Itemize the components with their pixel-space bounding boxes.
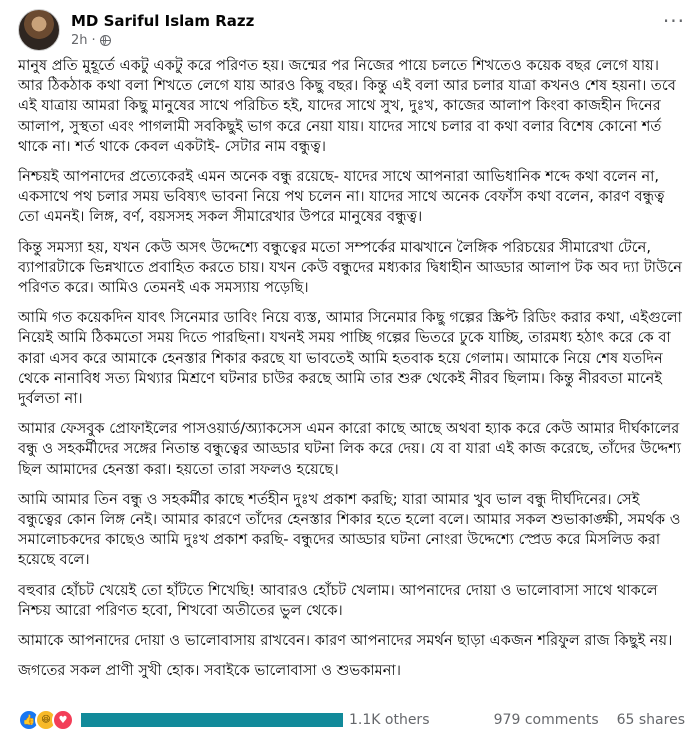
redaction-bar: [81, 713, 343, 727]
like-reaction-icon[interactable]: 👍: [18, 709, 40, 731]
post-paragraph: জগতের সকল প্রাণী সুখী হোক। সবাইকে ভালোবাসা ও শুভকামনা।: [18, 662, 401, 680]
author-avatar[interactable]: [18, 9, 60, 51]
post-time[interactable]: 2h: [71, 33, 88, 48]
haha-reaction-icon[interactable]: 😆: [35, 709, 57, 731]
shares-count[interactable]: 65 shares: [616, 712, 685, 728]
reaction-count[interactable]: 1.1K others: [349, 712, 430, 728]
post-paragraph: কিন্তু সমস্যা হয়, যখন কেউ অসৎ উদ্দেশ্যে বন্ধুত্বের মতো সম্পর্কের মাঝখানে লৈঙ্গিক পরিচয়ের সীমারেখা টেনে, ব্যাপারটাকে ভিন্নখাতে প্রবাহিত করতে চায়। যখন কেউ বন্ধুদের মধ্যকার দ্বিধাহীন আড্ডার আলাপ টক অব দ্যা টাউনে পরিণত করে। আমিও তেমনই এক সমস্যায় পড়েছি।: [18, 238, 682, 297]
comments-count[interactable]: 979 comments: [493, 712, 599, 728]
post-paragraph: আমাকে আপনাদের দোয়া ও ভালোবাসায় রাখবেন। কারণ আপনাদের সমর্থন ছাড়া একজন শরিফুল রাজ কিছুই নয়।: [18, 632, 673, 650]
post-body: [18, 56, 683, 691]
post-paragraph: নিশ্চয়ই আপনাদের প্রত্যেকেরই এমন অনেক বন্ধু রয়েছে- যাদের সাথে আপনারা আভিধানিক শব্দে কথা বলেন না, একসাথে পথ চলার সময় ভবিষ্যৎ ভাবনা নিয়ে পথ চলেন না। যাদের সাথে অনেক বেফাঁস কথা বলেন, কারণ বন্ধুত্ব তো এমনই। লিঙ্গ, বর্ণ, বয়সসহ সকল সীমারেখার উপরে মানুষের বন্ধুত্ব।: [18, 168, 665, 226]
post-meta: [71, 33, 111, 48]
post-paragraph: আমি আমার তিন বন্ধু ও সহকর্মীর কাছে শর্তহীন দুঃখ প্রকাশ করছি; যারা আমার খুব ভাল বন্ধু দীর্ঘদিনের। সেই বন্ধুত্বের কোন লিঙ্গ নেই। আমার কারণে তাঁদের হেনস্তার শিকার হতে হলো বলে। আমার সকল শুভাকাঙ্ক্ষী, সমর্থক ও সমালোচকদের কাছেও আমি দুঃখ প্রকাশ করছি- বন্ধুদের আড্ডার ঘটনা নোংরা উদ্দেশ্যে স্প্রেড করে মিসলিড করা হয়েছে বলে।: [18, 490, 681, 569]
globe-icon[interactable]: [100, 35, 111, 46]
author-name[interactable]: MD Sariful Islam Razz: [71, 12, 255, 30]
more-options-icon[interactable]: ···: [662, 9, 685, 33]
post-paragraph: মানুষ প্রতি মুহূর্তে একটু একটু করে পরিণত হয়। জন্মের পর নিজের পায়ে চলতে শিখতেও কয়েক বছর লেগে যায়। আর ঠিকঠাক কথা বলা শিখতে লেগে যায় আরও কিছু বছর। কিন্তু এই বলা আর চলার যাত্রা কখনও শেষ হয়না। তবে এই যাত্রায় আমরা কিছু মানুষের সাথে পরিচিত হই, যাদের সাথে সুখ, দুঃখ, কাজের আলাপ কিংবা কাজহীন দিনের আলাপ, সুস্থতা এবং পাগলামী সবকিছুই ভাগ করে নেয়া যায়। যাদের সাথে চলার বা কথা বলার বিশেষ কোনো শর্ত থাকে না। শর্ত থাকে কেবল একটাই- সেটার নাম বন্ধুত্ব।: [18, 57, 676, 155]
post-header: [18, 9, 687, 53]
reaction-icons[interactable]: [18, 709, 69, 731]
post-paragraph: আমার ফেসবুক প্রোফাইলের পাসওয়ার্ড/অ্যাকসেস এমন কারো কাছে আছে অথবা হ্যাক করে কেউ আমার দীর্ঘকালের বন্ধু ও সহকর্মীদের সঙ্গের নিতান্ত বন্ধুত্বের আড্ডার ঘটনা লিক করে দেয়। যে বা যারা এই কাজ করেছে, তাঁদের উদ্দেশ্য ছিল আমাদের হেনস্তা করা। হয়তো তারা সফলও হয়েছে।: [18, 420, 681, 478]
meta-separator: ·: [91, 33, 96, 48]
post-paragraph: আমি গত কয়েকদিন যাবৎ সিনেমার ডাবিং নিয়ে ব্যস্ত, আমার সিনেমার কিছু গল্পের স্ক্রিপ্ট রিডিং করার কথা, এইগুলো নিয়েই আমি ঠিকমতো সময় দিতে পারছিনা। যখনই সময় পাচ্ছি গল্পের ভিতরে ঢুকে যাচ্ছি, তারমধ্য হঠাৎ করে কে বা কারা এসব করে আমাকে হেনস্তার শিকার করছে যা ভাবতেই আমি হতবাক হয়ে গেলাম। আমাকে নিয়ে শেষ যতদিন থেকে নানাবিধ সত্য মিথ্যার মিশ্রণে ঘটনার চাউর করছে আমি তার শুরু থেকেই নীরব ছিলাম। কিন্তু নীরবতা মানেই দুর্বলতা না।: [18, 309, 682, 408]
post-paragraph: বহুবার হোঁচট খেয়েই তো হাঁটতে শিখেছি! আবারও হোঁচট খেলাম। আপনাদের দোয়া ও ভালোবাসা সাথে থাকলে নিশ্চয় আরো পরিণত হবো, শিখবো অতীতের ভুল থেকে।: [18, 581, 658, 619]
post-footer: [18, 706, 685, 734]
love-reaction-icon[interactable]: ♥: [52, 709, 74, 731]
